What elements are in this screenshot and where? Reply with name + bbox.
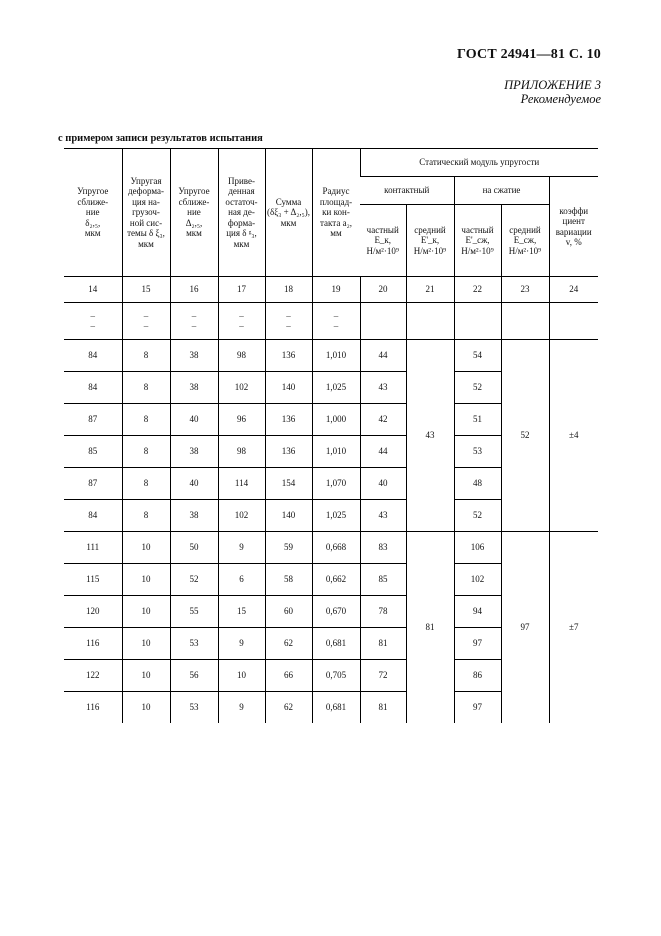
table-cell-compress-partial: 86 — [454, 660, 501, 692]
placeholder-cell: – – — [218, 303, 265, 340]
col-number: 23 — [501, 277, 549, 303]
table-cell: 0,668 — [312, 532, 360, 564]
header-col-24: коэффи циент вариации v, % — [549, 177, 598, 277]
column-number-row — [64, 277, 598, 303]
table-cell-contact-partial: 43 — [360, 500, 406, 532]
table-cell: 0,681 — [312, 628, 360, 660]
col-number: 20 — [360, 277, 406, 303]
header-col-16: Упругое сближе- ние Δ₂,₅, мкм — [170, 149, 218, 277]
table-cell: 40 — [170, 404, 218, 436]
table-cell: 50 — [170, 532, 218, 564]
placeholder-cell: – – — [312, 303, 360, 340]
table-cell: 38 — [170, 340, 218, 372]
table-cell: 0,662 — [312, 564, 360, 596]
table-cell: 154 — [265, 468, 312, 500]
appendix-subtitle: Рекомендуемое — [520, 92, 601, 106]
table-cell: 87 — [64, 468, 122, 500]
empty-cell — [406, 303, 454, 340]
empty-cell — [501, 303, 549, 340]
results-table — [64, 148, 598, 723]
table-cell: 53 — [170, 692, 218, 724]
col-number: 18 — [265, 277, 312, 303]
header-sub-compress: на сжатие — [454, 177, 549, 205]
table-cell: 9 — [218, 628, 265, 660]
header-group-modulus: Статический модуль упругости — [360, 149, 598, 177]
table-cell: 0,705 — [312, 660, 360, 692]
table-cell: 8 — [122, 468, 170, 500]
table-cell: 111 — [64, 532, 122, 564]
table-cell: 115 — [64, 564, 122, 596]
table-cell-compress-partial: 52 — [454, 372, 501, 404]
table-cell-compress-partial: 53 — [454, 436, 501, 468]
placeholder-cell: – – — [170, 303, 218, 340]
table-cell: 52 — [170, 564, 218, 596]
table-cell: 140 — [265, 372, 312, 404]
table-cell-compress-partial: 97 — [454, 692, 501, 724]
table-cell: 1,025 — [312, 372, 360, 404]
table-cell-compress-partial: 51 — [454, 404, 501, 436]
document-reference: ГОСТ 24941—81 С. 10 — [457, 47, 601, 62]
table-cell: 10 — [218, 660, 265, 692]
table-cell: 10 — [122, 596, 170, 628]
placeholder-row — [64, 303, 598, 340]
table-cell-compress-partial: 54 — [454, 340, 501, 372]
empty-cell — [549, 303, 598, 340]
table-cell: 1,000 — [312, 404, 360, 436]
placeholder-cell: – – — [265, 303, 312, 340]
table-cell-compress-average: 97 — [501, 532, 549, 724]
table-cell: 84 — [64, 500, 122, 532]
table-cell: 60 — [265, 596, 312, 628]
table-cell: 55 — [170, 596, 218, 628]
header-sub-contact: контактный — [360, 177, 454, 205]
table-cell-contact-partial: 44 — [360, 340, 406, 372]
table-cell-contact-partial: 81 — [360, 628, 406, 660]
table-cell: 62 — [265, 692, 312, 724]
table-cell: 136 — [265, 436, 312, 468]
table-cell: 1,010 — [312, 340, 360, 372]
table-cell: 8 — [122, 340, 170, 372]
table-cell-compress-partial: 97 — [454, 628, 501, 660]
table-cell: 10 — [122, 692, 170, 724]
col-number: 24 — [549, 277, 598, 303]
table-cell: 0,670 — [312, 596, 360, 628]
table-cell: 62 — [265, 628, 312, 660]
table-cell-contact-average: 43 — [406, 340, 454, 532]
table-cell: 1,025 — [312, 500, 360, 532]
appendix-title: ПРИЛОЖЕНИЕ 3 — [504, 78, 601, 92]
table-cell: 114 — [218, 468, 265, 500]
header-col-23: средний E_сж, Н/м²·10⁹ — [501, 205, 549, 277]
table-cell-variation: ±4 — [549, 340, 598, 532]
table-cell: 116 — [64, 628, 122, 660]
table-cell-contact-partial: 85 — [360, 564, 406, 596]
table-cell: 120 — [64, 596, 122, 628]
empty-cell — [360, 303, 406, 340]
table-cell: 87 — [64, 404, 122, 436]
table-cell-contact-partial: 78 — [360, 596, 406, 628]
table-cell-contact-partial: 72 — [360, 660, 406, 692]
placeholder-cell: – – — [122, 303, 170, 340]
table-cell: 9 — [218, 532, 265, 564]
table-cell: 10 — [122, 532, 170, 564]
table-cell-contact-partial: 44 — [360, 436, 406, 468]
table-cell: 59 — [265, 532, 312, 564]
appendix-block — [504, 78, 601, 106]
placeholder-cell: – – — [64, 303, 122, 340]
table-cell: 1,070 — [312, 468, 360, 500]
table-cell: 136 — [265, 404, 312, 436]
table-cell: 1,010 — [312, 436, 360, 468]
header-col-15: Упругая деформа- ция на- грузоч- ной сис- темы δ ξ₃, мкм — [122, 149, 170, 277]
table-cell: 84 — [64, 340, 122, 372]
header-col-22: частный E'_сж, Н/м²·10⁹ — [454, 205, 501, 277]
table-caption: с примером записи результатов испытания — [58, 133, 263, 144]
table-cell: 0,681 — [312, 692, 360, 724]
empty-cell — [454, 303, 501, 340]
table-cell: 102 — [218, 500, 265, 532]
table-cell: 9 — [218, 692, 265, 724]
table-cell: 66 — [265, 660, 312, 692]
table-cell: 140 — [265, 500, 312, 532]
col-number: 16 — [170, 277, 218, 303]
table-cell-contact-partial: 81 — [360, 692, 406, 724]
table-cell: 96 — [218, 404, 265, 436]
table-cell-compress-average: 52 — [501, 340, 549, 532]
table-cell: 10 — [122, 564, 170, 596]
col-number: 19 — [312, 277, 360, 303]
header-col-21: средний E'_к, Н/м²·10⁹ — [406, 205, 454, 277]
table-cell-variation: ±7 — [549, 532, 598, 724]
col-number: 14 — [64, 277, 122, 303]
table-cell-compress-partial: 52 — [454, 500, 501, 532]
table-row — [64, 340, 598, 372]
table-cell: 102 — [218, 372, 265, 404]
table-cell-compress-partial: 94 — [454, 596, 501, 628]
table-cell-compress-partial: 48 — [454, 468, 501, 500]
table-cell: 8 — [122, 500, 170, 532]
header-col-20: частный E_к, Н/м²·10⁹ — [360, 205, 406, 277]
table-cell: 56 — [170, 660, 218, 692]
header-col-18: Сумма (δξ₃ + Δ₂,₅), мкм — [265, 149, 312, 277]
table-cell: 122 — [64, 660, 122, 692]
table-cell: 98 — [218, 436, 265, 468]
table-cell-contact-partial: 43 — [360, 372, 406, 404]
table-cell: 38 — [170, 436, 218, 468]
table-cell: 40 — [170, 468, 218, 500]
table-cell: 58 — [265, 564, 312, 596]
table-cell: 6 — [218, 564, 265, 596]
table-cell-contact-partial: 83 — [360, 532, 406, 564]
table-cell: 8 — [122, 436, 170, 468]
col-number: 17 — [218, 277, 265, 303]
table-cell: 8 — [122, 404, 170, 436]
table-cell-compress-partial: 102 — [454, 564, 501, 596]
table-cell: 136 — [265, 340, 312, 372]
table-cell: 38 — [170, 372, 218, 404]
table-cell-contact-partial: 40 — [360, 468, 406, 500]
table-cell: 10 — [122, 628, 170, 660]
header-col-14: Упругое сближе- ние δ₂,₅, мкм — [64, 149, 122, 277]
col-number: 22 — [454, 277, 501, 303]
header-col-17: Приве- денная остаточ- ная де- форма- ция δ ᵍ₃, мкм — [218, 149, 265, 277]
table-cell-contact-average: 81 — [406, 532, 454, 724]
header-col-19: Радиус площад- ки кон- такта a₂, мм — [312, 149, 360, 277]
table-row — [64, 532, 598, 564]
table-cell: 85 — [64, 436, 122, 468]
table-cell: 38 — [170, 500, 218, 532]
table-cell: 53 — [170, 628, 218, 660]
table-cell-compress-partial: 106 — [454, 532, 501, 564]
table-cell: 116 — [64, 692, 122, 724]
table-cell: 10 — [122, 660, 170, 692]
table-cell: 8 — [122, 372, 170, 404]
col-number: 21 — [406, 277, 454, 303]
col-number: 15 — [122, 277, 170, 303]
table-cell: 98 — [218, 340, 265, 372]
table-cell: 15 — [218, 596, 265, 628]
table-cell: 84 — [64, 372, 122, 404]
table-cell-contact-partial: 42 — [360, 404, 406, 436]
